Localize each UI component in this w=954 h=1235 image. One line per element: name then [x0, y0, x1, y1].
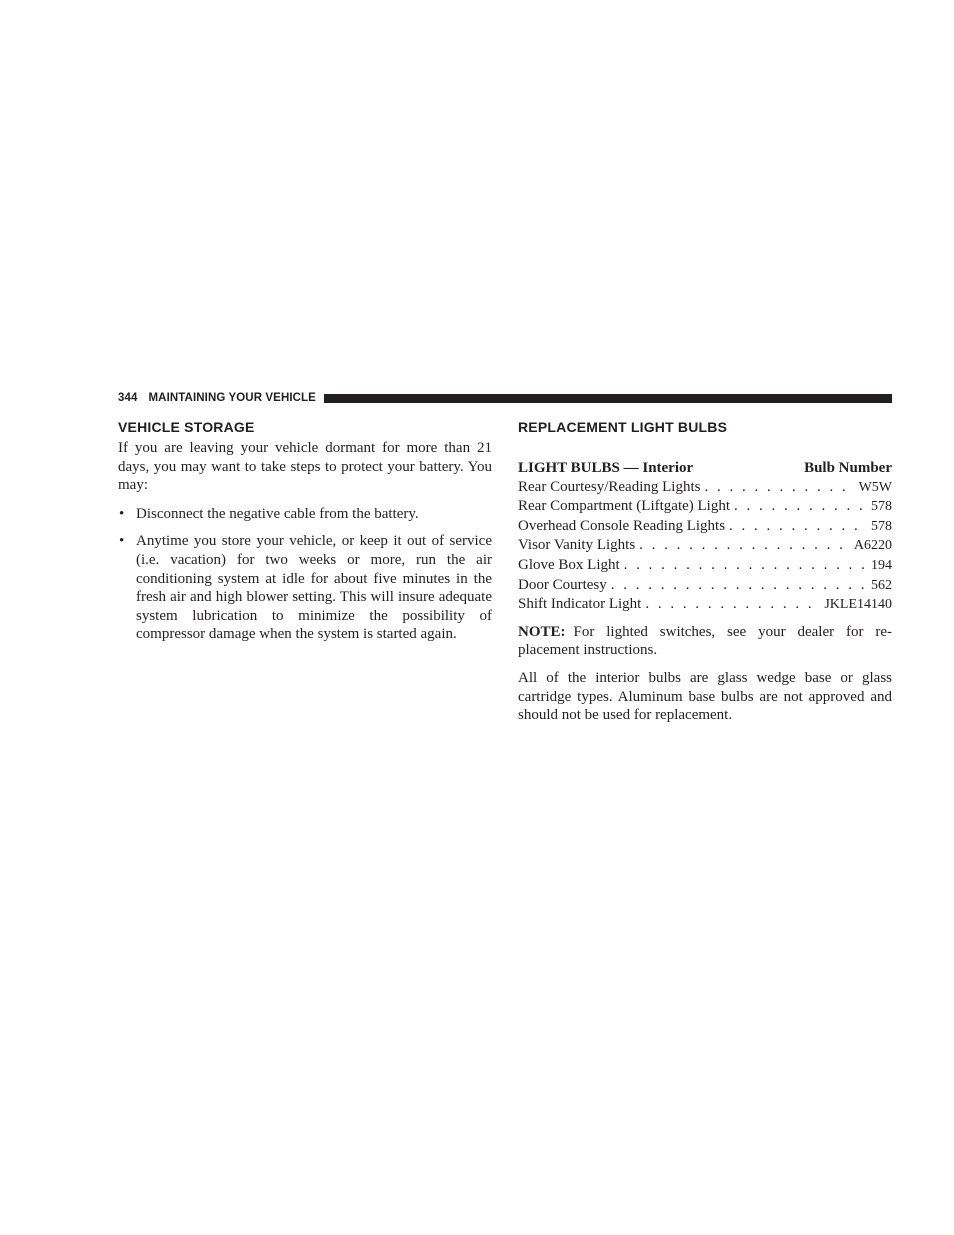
header-rule: [324, 394, 892, 403]
bulb-label: Visor Vanity Lights: [518, 537, 636, 554]
page-header: [118, 390, 892, 406]
note-label: NOTE:: [518, 623, 566, 640]
bullet-icon: •: [119, 533, 125, 550]
bulb-label: Rear Courtesy/Reading Lights: [518, 478, 701, 495]
dot-leader: [734, 497, 865, 516]
bullet-text: Disconnect the negative cable from the battery.: [136, 505, 419, 522]
dot-leader: [704, 478, 852, 497]
bulb-label: Rear Compartment (Liftgate) Light: [518, 498, 731, 515]
storage-bullet-list: [118, 505, 492, 644]
bulb-number: 562: [871, 577, 892, 593]
bullet-icon: •: [119, 505, 125, 522]
table-row: [518, 576, 892, 596]
column-header-bulbs: LIGHT BULBS — Interior: [518, 460, 694, 476]
vehicle-storage-heading: VEHICLE STORAGE: [118, 419, 255, 435]
bulb-label: Shift Indicator Light: [518, 596, 642, 613]
bullet-text: Anytime you store your vehicle, or keep it out of service (i.e. vacation) for two weeks or more, run the air conditioning system at idle for about five minutes in the fresh air and high blower setting. This will insure adequate system lubrication to minimize the possibility of compressor damage when the system is started again.: [136, 533, 492, 643]
table-row: [518, 536, 892, 556]
section-title: MAINTAINING YOUR VEHICLE: [148, 392, 316, 404]
bulb-type-paragraph: All of the interior bulbs are glass wedge base or glass cartridge types. Aluminum base bulbs are not approved and should not be used for replacement.: [518, 669, 892, 724]
bulb-number: W5W: [858, 479, 892, 495]
table-row: [518, 556, 892, 576]
column-header-number: Bulb Number: [804, 460, 892, 476]
bulb-number: 578: [871, 499, 892, 515]
list-item: [118, 505, 492, 524]
bulb-number: 578: [871, 518, 892, 534]
bulb-number: JKLE14140: [824, 597, 892, 613]
table-row: [518, 517, 892, 537]
left-column: [118, 418, 492, 653]
replacement-bulbs-heading: REPLACEMENT LIGHT BULBS: [518, 419, 728, 435]
table-row: [518, 478, 892, 498]
bulb-label: Overhead Console Reading Lights: [518, 517, 726, 534]
dot-leader: [611, 576, 865, 595]
bulb-number: 194: [871, 557, 892, 573]
bulb-label: Glove Box Light: [518, 556, 620, 573]
list-item: [118, 532, 492, 644]
bulb-table: [518, 478, 892, 615]
note-paragraph: [518, 623, 892, 660]
bulb-table-header: [518, 459, 892, 478]
right-column: [518, 418, 892, 725]
note-text: For lighted switches, see your dealer for re-placement instructions.: [518, 623, 892, 659]
page-number: 344: [118, 392, 138, 404]
dot-leader: [639, 536, 848, 555]
dot-leader: [645, 595, 818, 614]
storage-intro: If you are leaving your vehicle dormant for more than 21 days, you may want to take steps to protect your battery. You may:: [118, 440, 492, 494]
table-row: [518, 497, 892, 517]
table-row: [518, 595, 892, 615]
dot-leader: [729, 517, 865, 536]
bulb-number: A6220: [853, 538, 892, 554]
bulb-label: Door Courtesy: [518, 576, 607, 593]
dot-leader: [624, 556, 865, 575]
